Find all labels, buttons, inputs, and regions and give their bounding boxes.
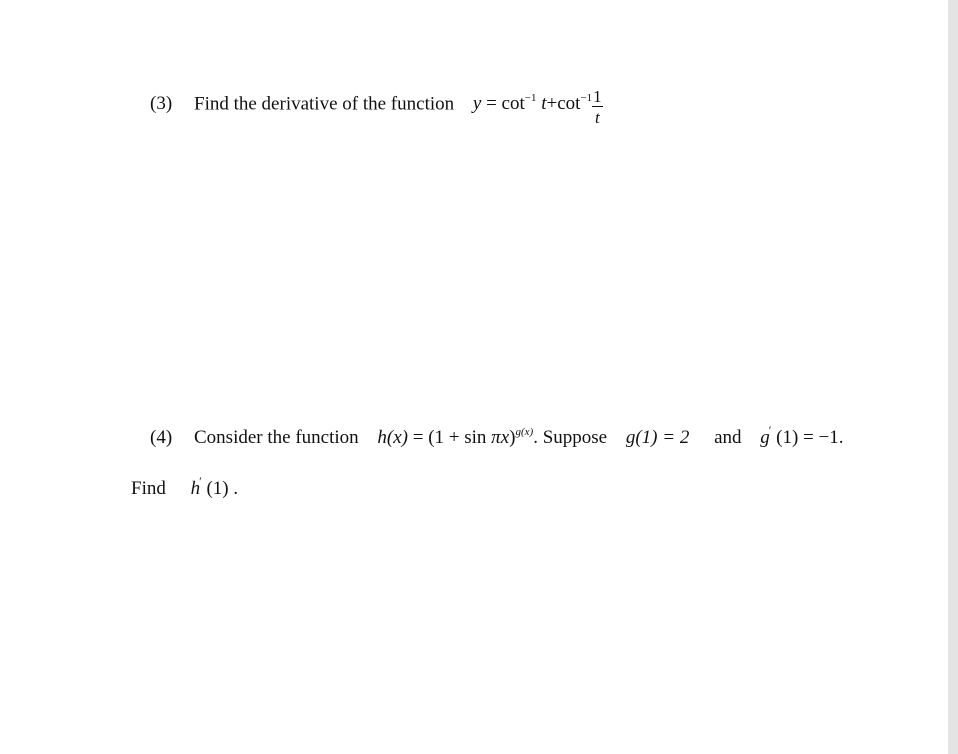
h-prime: h′ (1) . [190, 474, 239, 499]
g-prime-condition: g′ (1) = −1. [760, 423, 844, 448]
problem-4-find [131, 474, 239, 499]
problem-number: (3) [150, 93, 173, 115]
suppose-text: . Suppose [533, 427, 608, 448]
scrollbar-track[interactable] [948, 0, 958, 754]
find-text: Find [131, 478, 166, 499]
h-definition: $h(x) = (1 + \sin \pi x)^{g(x)}$ [377, 426, 534, 448]
problem-3 [150, 86, 603, 127]
problem-4 [150, 423, 844, 448]
fraction: $\frac{1}{t}$ [593, 87, 602, 127]
derivative-equation: $y = \cot^{-1} t+\cot^{-1}$ $\frac{1}{t}$ [472, 87, 602, 127]
g-condition: g(1) = 2 [625, 427, 690, 448]
problem-number: (4) [150, 427, 173, 448]
problem-text: Find the derivative of the function [194, 93, 455, 115]
and-text: and [714, 427, 742, 448]
problem-text: Consider the function [194, 427, 359, 448]
